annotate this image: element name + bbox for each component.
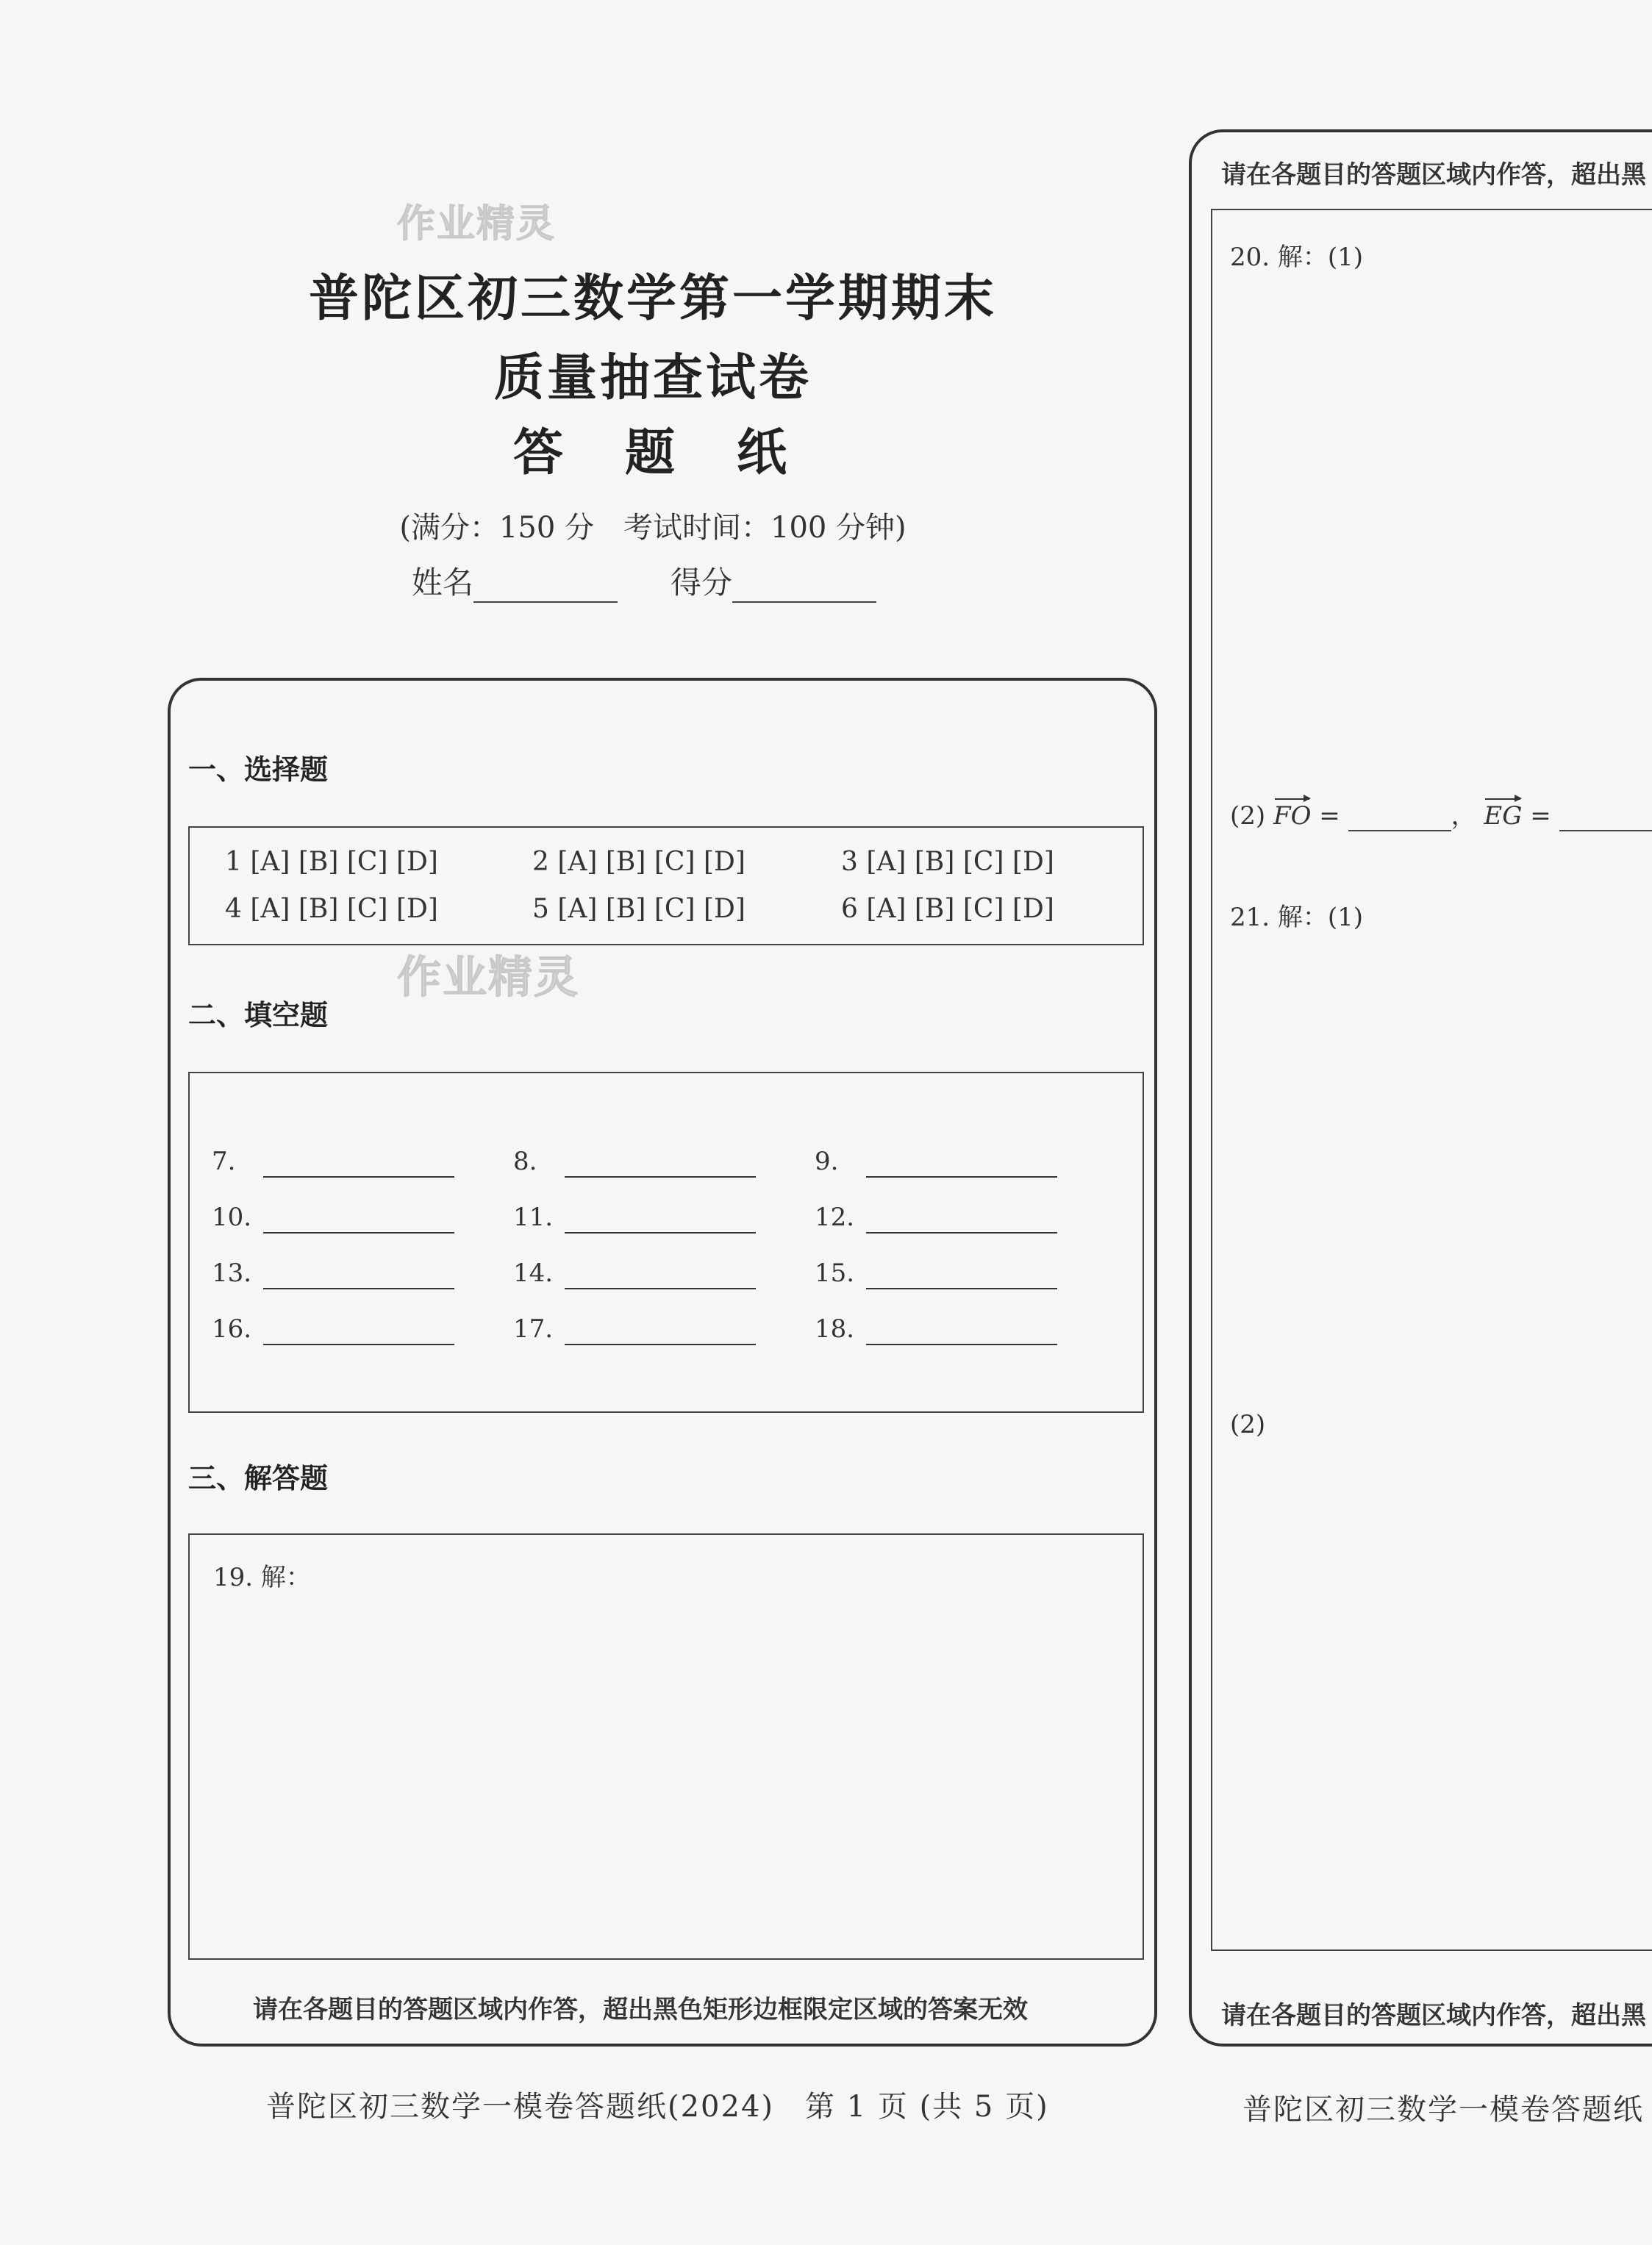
fill-q12[interactable]: 12. [815,1203,854,1232]
fill-q10[interactable]: 10. [212,1203,251,1232]
answer-card-right [1189,129,1652,2047]
fill-q16[interactable]: 16. [212,1314,251,1344]
section-fill-heading: 二、填空题 [188,999,329,1031]
choice-q6[interactable]: 6 [A] [B] [C] [D] [841,894,1054,924]
choice-q4[interactable]: 4 [A] [B] [C] [D] [225,894,438,924]
fill-box [188,1072,1144,1413]
fill-q9[interactable]: 9. [815,1147,838,1176]
watermark-middle: 作业精灵 [397,952,579,1003]
choice-q1[interactable]: 1 [A] [B] [C] [D] [225,847,438,877]
right-answer-box[interactable] [1211,209,1652,1951]
q19-answer-box[interactable] [188,1533,1144,1960]
exam-info: (满分：150 分 考试时间：100 分钟) [399,511,907,545]
fill-q18[interactable]: 18. [815,1314,854,1344]
watermark-top: 作业精灵 [397,202,557,246]
section-solve-heading: 三、解答题 [188,1462,329,1494]
name-label: 姓名 [412,565,474,601]
score-field[interactable] [671,559,876,603]
q19-label: 19. 解： [213,1563,311,1592]
vector-eg: EG [1484,801,1523,831]
q21-part2-label: (2) [1230,1410,1266,1439]
fill-q8[interactable]: 8. [513,1147,537,1176]
score-label: 得分 [671,565,733,601]
q21-part1-label: 21. 解：(1) [1230,903,1364,932]
fill-q13[interactable]: 13. [212,1258,251,1288]
boundary-notice: 请在各题目的答题区域内作答，超出黑色矩形边框限定区域的答案无效 [253,1995,1028,2024]
q20-part1-label: 20. 解：(1) [1230,243,1364,272]
fill-q15[interactable]: 15. [815,1258,854,1288]
answer-card-left [168,678,1157,2047]
title-line-3: 答 题 纸 [512,424,793,482]
fill-q17[interactable]: 17. [513,1314,553,1344]
choice-box [188,826,1144,945]
fo-blank[interactable] [1348,803,1451,831]
right-notice-bottom: 请在各题目的答题区域内作答，超出黑 [1221,2001,1646,2030]
title-line-1: 普陀区初三数学第一学期期末 [308,270,997,328]
name-field[interactable] [412,559,618,603]
eg-blank[interactable] [1559,803,1652,831]
name-blank[interactable] [473,566,618,603]
choice-q5[interactable]: 5 [A] [B] [C] [D] [532,894,745,924]
choice-q2[interactable]: 2 [A] [B] [C] [D] [532,847,745,877]
vector-fo: FO [1273,801,1312,831]
fill-q7[interactable]: 7. [212,1147,235,1176]
title-line-2: 质量抽查试卷 [493,349,812,407]
q20-part2: (2) FO = ， EG = [1230,795,1652,831]
right-notice-top: 请在各题目的答题区域内作答，超出黑 [1221,160,1646,190]
fill-q14[interactable]: 14. [513,1258,553,1288]
fill-q11[interactable]: 11. [513,1203,553,1232]
page-footer-right: 普陀区初三数学一模卷答题纸 [1242,2093,1644,2127]
choice-q3[interactable]: 3 [A] [B] [C] [D] [841,847,1054,877]
section-choice-heading: 一、选择题 [188,753,329,786]
page-footer-left: 普陀区初三数学一模卷答题纸(2024) 第 1 页 (共 5 页) [266,2090,1049,2124]
score-blank[interactable] [732,566,876,603]
